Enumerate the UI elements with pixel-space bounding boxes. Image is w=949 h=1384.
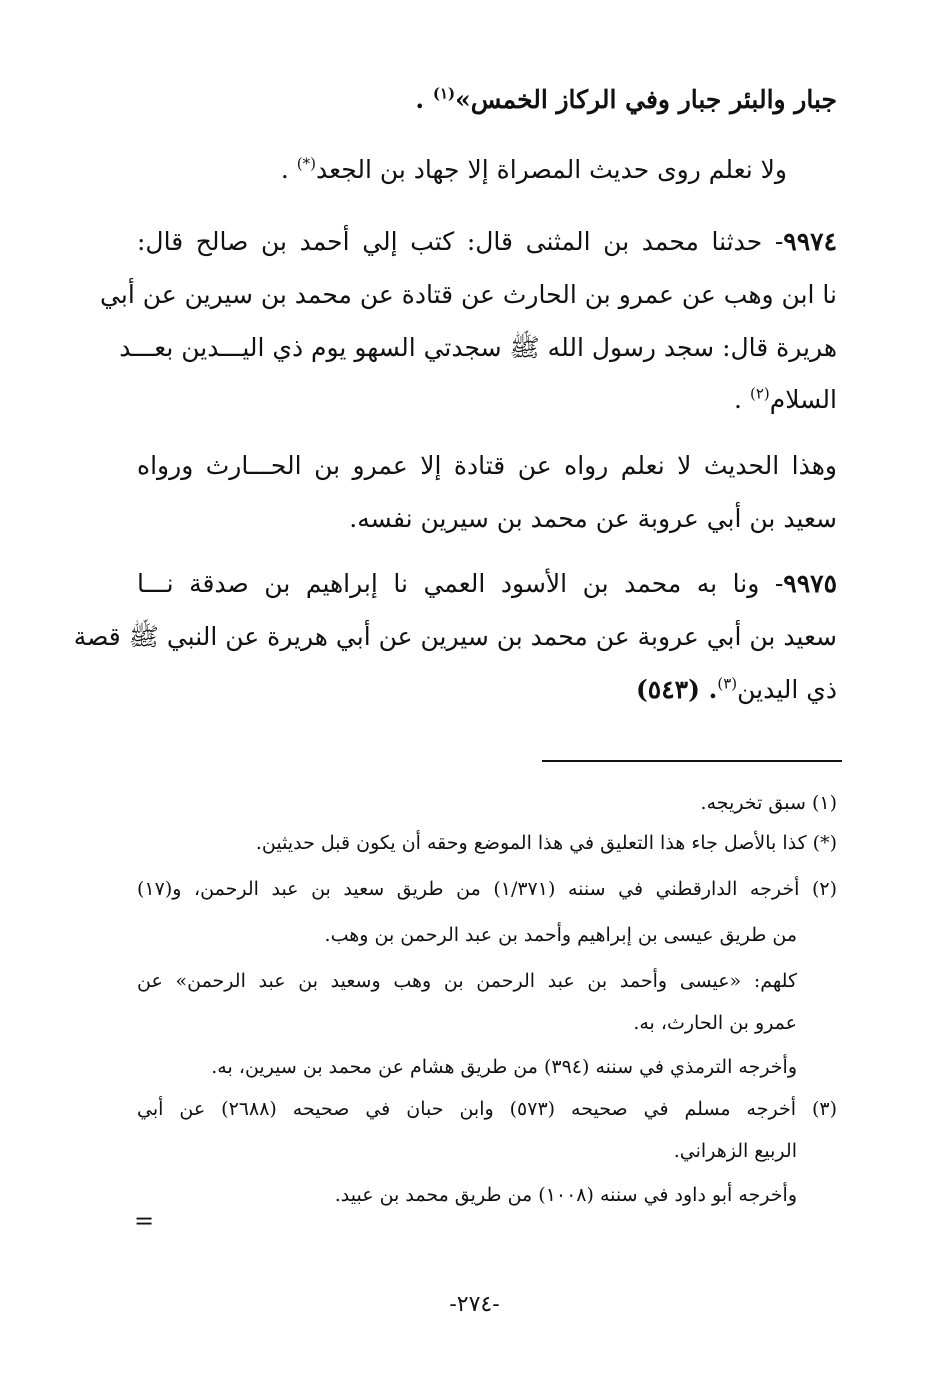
continuation-mark: = [134, 1207, 155, 1235]
footnote-1: (١) سبق تخريجه. [700, 792, 837, 814]
hadith-9974-line-3: هريرة قال: سجد رسول الله ﷺ سجدتي السهو يوم ذي اليـــدين بعـــد [119, 333, 837, 362]
hadith-number-9974: ٩٩٧٤ [783, 227, 837, 256]
hadith-9975-line-2: سعيد بن أبي عروبة عن محمد بن سيرين عن أبي هريرة عن النبي ﷺ قصة [73, 622, 837, 651]
footnote-ref-2: (٢) [749, 384, 770, 403]
page-number: -٢٧٤- [449, 1292, 500, 1317]
footnote-2-line-3: كلهم: «عيسى وأحمد بن عبد الرحمن بن وهب وسعيد بن عبد الرحمن» عن [137, 970, 797, 992]
footnote-star: (*) كذا بالأصل جاء هذا التعليق في هذا الموضع وحقه أن يكون قبل حديثين. [255, 832, 837, 854]
hadith-9975-line-3 [137, 670, 837, 710]
comment-line-1: وهذا الحديث لا نعلم رواه عن قتادة إلا عمرو بن الحـــارث ورواه [137, 451, 837, 480]
footnote-separator [542, 760, 842, 762]
footnote-2-line-5: وأخرجه الترمذي في سننه (٣٩٤) من طريق هشام عن محمد بن سيرين، به. [211, 1056, 797, 1078]
hadith-9975-text-1: - ونا به محمد بن الأسود العمي نا إبراهيم بن صدقة نـــا [137, 569, 784, 598]
text-line-1-body: جبار والبئر جبار وفي الركاز الخمس» [455, 85, 837, 114]
text-line-2 [137, 150, 787, 190]
hadith-number-9975: ٩٩٧٥ [783, 569, 837, 598]
footnote-3-line-1: (٣) أخرجه مسلم في صحيحه (٥٧٣) وابن حبان في صحيحه (٢٦٨٨) عن أبي [137, 1098, 838, 1120]
footnote-2-line-1: (٢) أخرجه الدارقطني في سننه (١/٣٧١) من طريق سعيد بن عبد الرحمن، و(١٧) [137, 878, 838, 900]
hadith-9974-line-1 [137, 222, 837, 262]
footnote-2-line-2: من طريق عيسى بن إبراهيم وأحمد بن عبد الرحمن بن وهب. [324, 924, 797, 946]
footnote-ref-1: (١) [432, 84, 456, 103]
hadith-9975-line-1 [137, 564, 837, 604]
hadith-9974-line-2: نا ابن وهب عن عمرو بن الحارث عن قتادة عن محمد بن سيرين عن أبي [100, 280, 837, 309]
comment-line-2: سعيد بن أبي عروبة عن محمد بن سيرين نفسه. [349, 504, 837, 533]
hadith-9974-end: . [734, 385, 742, 414]
hadith-9975-end: . (٥٤٣) [635, 675, 718, 704]
footnote-ref-star: (*) [296, 154, 317, 173]
text-line-1 [137, 80, 837, 120]
footnote-2-line-4: عمرو بن الحارث، به. [633, 1012, 797, 1034]
footnote-3-line-2: الربيع الزهراني. [673, 1140, 797, 1162]
text-line-1-end: . [415, 85, 425, 114]
footnote-3-line-3: وأخرجه أبو داود في سننه (١٠٠٨) من طريق محمد بن عبيد. [334, 1184, 797, 1206]
text-line-2-body: ولا نعلم روى حديث المصراة إلا جهاد بن الجعد [316, 155, 787, 184]
hadith-9975-text-3: ذي اليدين [737, 675, 837, 704]
footnote-ref-3: (٣) [717, 674, 738, 693]
hadith-9974-text-4: السلام [769, 385, 837, 414]
hadith-9974-line-4 [137, 380, 837, 420]
text-line-2-end: . [280, 155, 289, 184]
hadith-9974-text-1: - حدثنا محمد بن المثنى قال: كتب إلي أحمد بن صالح قال: [137, 227, 784, 256]
